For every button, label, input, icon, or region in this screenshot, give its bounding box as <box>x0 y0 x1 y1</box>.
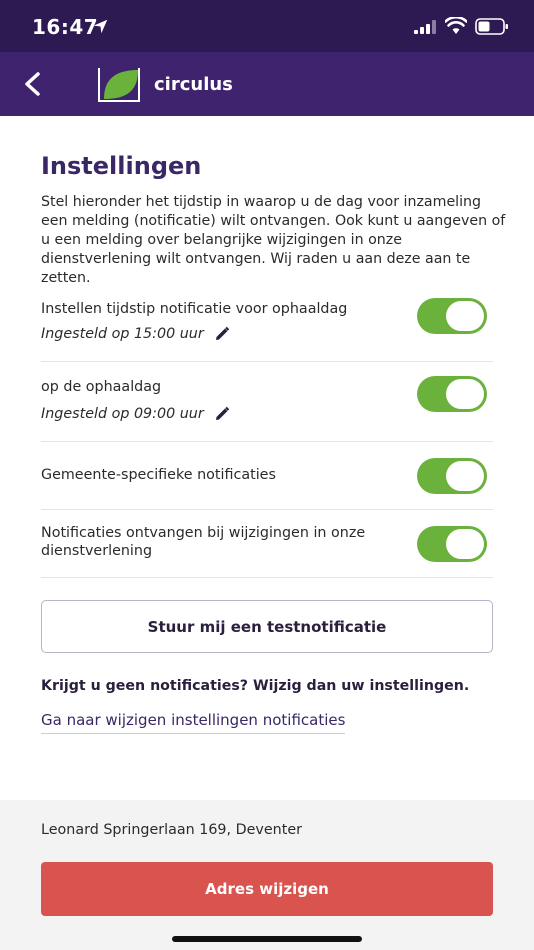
time-setting[interactable] <box>41 406 230 422</box>
setting-label: Instellen tijdstip notificatie voor ophaaldag <box>41 301 348 317</box>
toggle-on-pickup-day[interactable] <box>417 376 487 412</box>
status-bar <box>0 0 534 52</box>
location-arrow-icon <box>92 18 109 35</box>
app-name: circulus <box>154 74 233 95</box>
toggle-knob <box>446 461 484 491</box>
back-chevron-icon[interactable] <box>18 68 48 100</box>
test-notification-button[interactable]: Stuur mij een testnotificatie <box>41 600 493 653</box>
battery-icon <box>475 18 509 35</box>
time-setting[interactable] <box>41 326 230 342</box>
wifi-icon <box>445 17 467 35</box>
pencil-icon[interactable] <box>214 326 230 342</box>
signal-icon <box>414 20 438 34</box>
setting-row-service-changes <box>41 510 493 578</box>
time-value: Ingesteld op 09:00 uur <box>41 406 204 422</box>
status-time: 16:47 <box>32 15 99 39</box>
toggle-knob <box>446 301 484 331</box>
home-indicator <box>172 936 362 942</box>
address-text: Leonard Springerlaan 169, Deventer <box>41 822 303 838</box>
setting-label: op de ophaaldag <box>41 379 162 395</box>
notification-settings-link[interactable]: Ga naar wijzigen instellingen notificaties <box>41 711 345 734</box>
intro-text: Stel hieronder het tijdstip in waarop u de dag voor inzameling een melding (notificatie) wilt ontvangen. Ook kunt u aangeven of u een melding over belangrijke wijzigingen in onze dienstverlening wilt ontvangen. Wij raden u aan deze aan te zetten. <box>41 194 506 286</box>
setting-row-pickup-time <box>41 286 493 362</box>
pencil-icon[interactable] <box>214 406 230 422</box>
toggle-knob <box>446 529 484 559</box>
settings-content <box>0 116 534 800</box>
toggle-service-changes[interactable] <box>417 526 487 562</box>
footer <box>0 800 534 950</box>
setting-row-municipality <box>41 442 493 510</box>
setting-row-on-pickup-day <box>41 362 493 442</box>
setting-label: Gemeente-specifieke notificaties <box>41 467 276 483</box>
toggle-municipality[interactable] <box>417 458 487 494</box>
setting-label: Notificaties ontvangen bij wijzigingen in onze dienstverlening <box>41 525 366 559</box>
no-notifications-text: Krijgt u geen notificaties? Wijzig dan uw instellingen. <box>41 678 470 694</box>
app-header <box>0 52 534 116</box>
change-address-button[interactable]: Adres wijzigen <box>41 862 493 916</box>
time-value: Ingesteld op 15:00 uur <box>41 326 204 342</box>
circulus-logo <box>98 66 140 102</box>
toggle-knob <box>446 379 484 409</box>
toggle-pickup-time[interactable] <box>417 298 487 334</box>
page-title: Instellingen <box>41 152 202 180</box>
